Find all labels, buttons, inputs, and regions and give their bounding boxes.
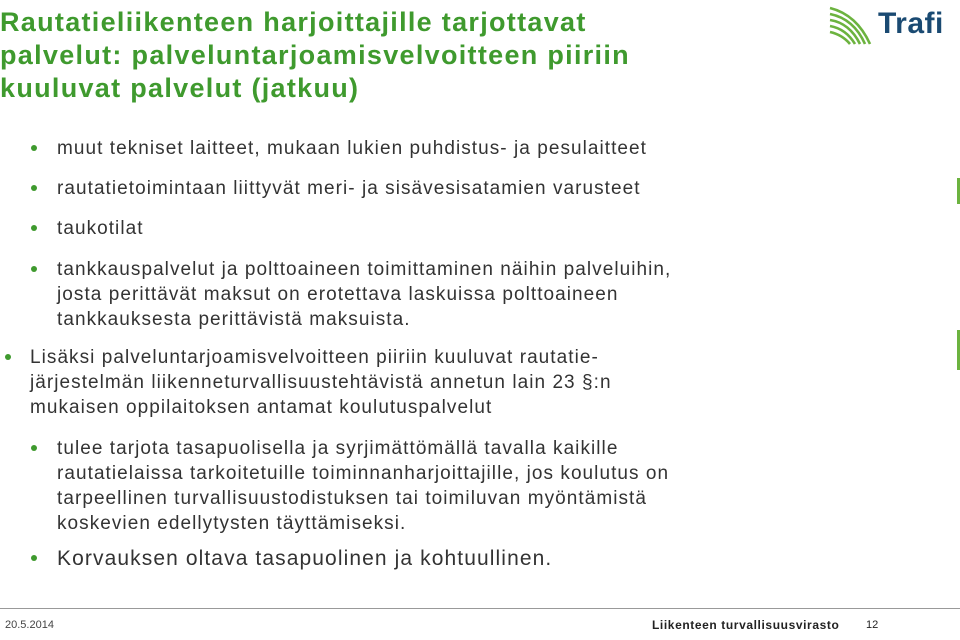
list-item-text: josta perittävät maksut on erotettava laskuissa polttoaineen [57, 284, 619, 305]
list-item-text: koskevien edellytysten täyttämiseksi. [57, 513, 407, 534]
list-item-text: rautatietoimintaan liittyvät meri- ja sisävesisatamien varusteet [57, 178, 641, 199]
list-item [57, 436, 669, 536]
title-line: Rautatieliikenteen harjoittajille tarjottavat [0, 7, 587, 37]
title-line: kuuluvat palvelut (jatkuu) [0, 73, 360, 103]
bullet-icon [31, 145, 37, 151]
bullet-icon [31, 445, 37, 451]
list-item-text: Lisäksi palveluntarjoamisvelvoitteen piiriin kuuluvat rautatie- [30, 347, 599, 368]
bullet-icon [31, 266, 37, 272]
list-item-text: taukotilat [57, 218, 144, 239]
list-item-text: muut tekniset laitteet, mukaan lukien puhdistus- ja pesulaitteet [57, 138, 647, 159]
list-item-text: tankkauspalvelut ja polttoaineen toimittaminen näihin palveluihin, [57, 259, 672, 280]
slide-footer [0, 608, 960, 632]
list-item-text: järjestelmän liikenneturvallisuustehtävistä annetun lain 23 §:n [30, 372, 612, 393]
bullet-icon [31, 555, 37, 561]
list-item-text: tulee tarjota tasapuolisella ja syrjimättömällä tavalla kaikille [57, 438, 619, 459]
list-item [57, 546, 552, 571]
list-item [57, 216, 144, 241]
list-item [57, 136, 647, 161]
list-item [57, 176, 641, 201]
bullet-icon [5, 354, 11, 360]
list-item-text: mukaisen oppilaitoksen antamat koulutuspalvelut [30, 397, 493, 418]
title-line: palvelut: palveluntarjoamisvelvoitteen piiriin [0, 40, 630, 70]
list-item-text: Korvauksen oltava tasapuolinen ja kohtuullinen. [57, 547, 553, 570]
list-item [30, 345, 612, 420]
trafi-swoosh-logo-icon [828, 4, 878, 50]
bullet-icon [31, 185, 37, 191]
trafi-logo [828, 4, 946, 50]
bullet-icon [31, 225, 37, 231]
page-number: 12 [866, 619, 879, 631]
list-item [57, 257, 671, 332]
logo-text: Trafi [878, 7, 944, 40]
footer-organization: Liikenteen turvallisuusvirasto [652, 618, 840, 632]
footer-date: 20.5.2014 [5, 619, 54, 631]
list-item-text: tarpeellinen turvallisuustodistuksen tai toimiluvan myöntämistä [57, 488, 647, 509]
list-item-text: tankkauksesta perittävistä maksuista. [57, 309, 411, 330]
slide-title [0, 6, 800, 105]
list-item-text: rautatielaissa tarkoitetuille toiminnanharjoittajille, jos koulutus on [57, 463, 670, 484]
